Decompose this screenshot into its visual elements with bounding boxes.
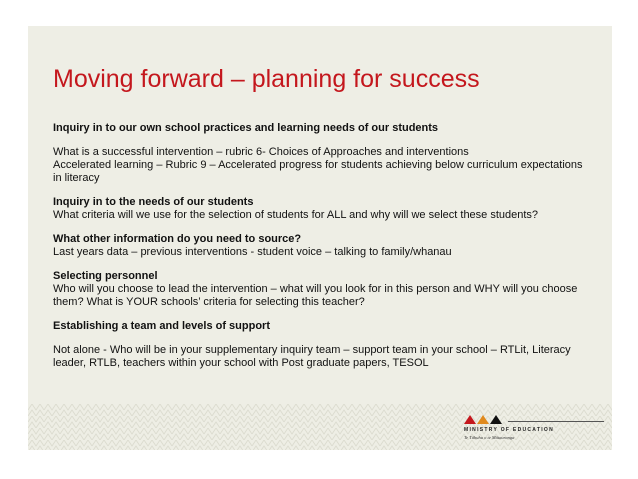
logo-triangle xyxy=(464,415,476,424)
section-heading: Inquiry in to the needs of our students xyxy=(53,196,254,208)
logo-triangle xyxy=(490,415,502,424)
logo-text: MINISTRY OF EDUCATION xyxy=(464,427,554,433)
section-text: Last years data – previous interventions - student voice – talking to family/whanau xyxy=(53,246,452,258)
slide-content xyxy=(53,122,583,370)
slide-title: Moving forward – planning for success xyxy=(53,65,480,93)
section-text: Who will you choose to lead the intervention – what will you look for in this person and WHY will you choose them? What is YOUR schools’ criteria for selecting this teacher? xyxy=(53,283,578,308)
logo-triangle xyxy=(477,415,489,424)
section-heading: Selecting personnel xyxy=(53,270,158,282)
section-heading: Establishing a team and levels of support xyxy=(53,320,270,332)
section-text: Accelerated learning – Rubric 9 – Accelerated progress for students achieving below curriculum expectations in literacy xyxy=(53,159,583,184)
slide xyxy=(28,26,612,450)
section-text: What criteria will we use for the selection of students for ALL and why will we select these students? xyxy=(53,209,539,221)
section-text: Not alone - Who will be in your supplementary inquiry team – support team in your school – RTLit, Literacy leader, RTLB, teachers within your school with Post graduate papers, TESOL xyxy=(53,344,571,369)
section-text: What is a successful intervention – rubric 6- Choices of Approaches and interventions xyxy=(53,146,469,158)
section-heading: Inquiry in to our own school practices and learning needs of our students xyxy=(53,122,439,134)
logo-rule xyxy=(508,421,604,422)
section-heading: What other information do you need to source? xyxy=(53,233,302,245)
logo-subtext: Te Tāhuhu o te Mātauranga xyxy=(464,435,515,440)
ministry-logo xyxy=(464,415,604,449)
